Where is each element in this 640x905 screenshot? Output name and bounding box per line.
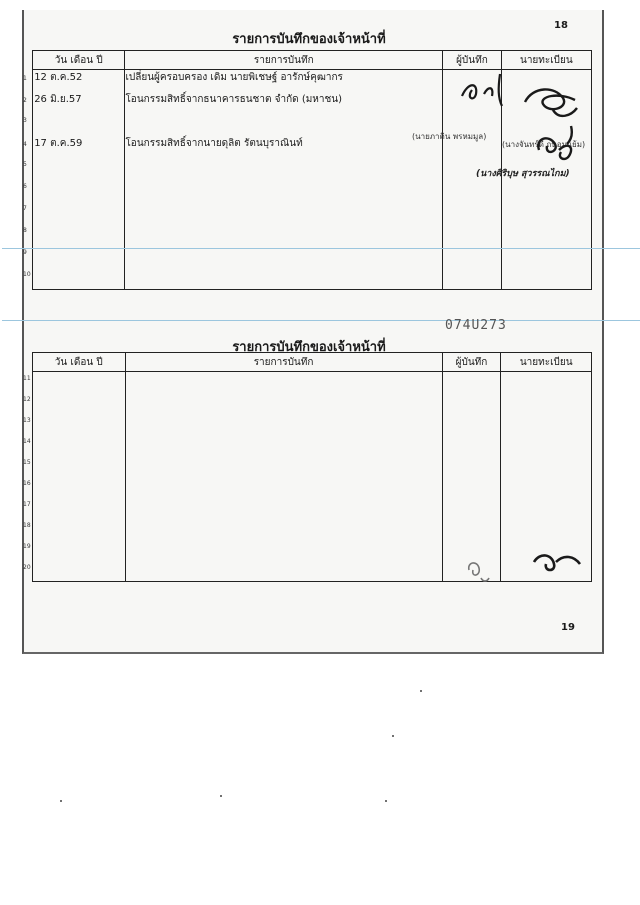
registrar-signature-1 (519, 80, 589, 125)
row-number: 10 (23, 270, 31, 278)
registrar-signature-3 (526, 542, 586, 582)
bottom-record-table (23, 352, 592, 582)
registrar-name-note-1: (นายภาคิน พรหมมูล) (412, 132, 487, 141)
table-row (33, 435, 592, 456)
row-number: 4 (23, 140, 27, 148)
header-recorder: ผู้บันทึก (442, 353, 501, 372)
table-row (33, 268, 592, 290)
speck (60, 800, 62, 802)
top-table-header (33, 51, 592, 70)
row-date: 12 ต.ค.52 (34, 72, 83, 83)
recorder-signature-2 (459, 550, 499, 590)
header-registrar: นายทะเบียน (501, 353, 592, 372)
table-row (33, 456, 592, 477)
row-number: 20 (23, 563, 31, 571)
row-number: 5 (23, 160, 27, 168)
row-number: 7 (23, 204, 27, 212)
row-date: 26 มิ.ย.57 (34, 93, 82, 105)
speck (385, 800, 387, 802)
bottom-page-number: 19 (561, 622, 575, 633)
registrar-name-note-2: (นางจันทร์ดี ถนอมแย้ม) (502, 140, 586, 149)
row-number: 6 (23, 182, 27, 190)
header-date: วัน เดือน ปี (33, 353, 126, 372)
scan-line (2, 320, 640, 321)
header-recorder: ผู้บันทึก (443, 51, 502, 70)
registrar-name-note-3: (นางศิริบุษ สุวรรณไกม) (476, 169, 570, 179)
table-row (33, 224, 592, 246)
row-entry (125, 114, 443, 136)
table-row (33, 414, 592, 435)
row-number: 8 (23, 226, 27, 234)
table-row (33, 561, 592, 582)
row-number: 12 (23, 395, 31, 403)
row-number: 17 (23, 500, 31, 508)
table-row (33, 372, 592, 393)
row-number: 3 (23, 116, 27, 124)
speck (220, 795, 222, 797)
header-entry: รายการบันทึก (125, 353, 442, 372)
row-number: 16 (23, 479, 31, 487)
top-sheet-title: รายการบันทึกของเจ้าหน้าที่ (232, 32, 386, 47)
header-registrar: นายทะเบียน (501, 51, 591, 70)
row-number: 9 (23, 248, 27, 256)
row-number: 15 (23, 458, 31, 466)
bottom-sheet-title: รายการบันทึกของเจ้าหน้าที่ (232, 340, 386, 355)
bottom-table-header (33, 353, 592, 372)
registrar-signature-2 (521, 120, 591, 170)
row-number: 13 (23, 416, 31, 424)
row-number: 1 (23, 75, 27, 82)
scanned-document (22, 10, 604, 654)
row-date: 17 ต.ค.59 (34, 137, 83, 149)
table-row (33, 498, 592, 519)
row-number: 11 (23, 375, 31, 382)
stamp-number: 074U273 (445, 318, 507, 333)
row-number: 18 (23, 521, 31, 529)
table-row (33, 477, 592, 498)
row-entry: โอนกรรมสิทธิ์จากนายดุลิต รัตนบุราณินท์ (125, 136, 443, 158)
table-row (33, 114, 592, 136)
recorder-signature-1 (454, 68, 524, 113)
speck (420, 690, 422, 692)
row-number: 2 (23, 96, 27, 104)
speck (392, 735, 394, 737)
row-number: 19 (23, 542, 31, 550)
top-page-number: 18 (554, 20, 568, 31)
header-date: วัน เดือน ปี (33, 51, 125, 70)
row-number: 14 (23, 437, 31, 445)
row-entry: โอนกรรมสิทธิ์จากธนาคารธนชาต จำกัด (มหาชน) (125, 92, 443, 114)
table-row (33, 519, 592, 540)
header-entry: รายการบันทึก (125, 51, 443, 70)
table-row (33, 540, 592, 561)
scan-line (2, 248, 640, 249)
table-row (33, 393, 592, 414)
table-row (33, 202, 592, 224)
row-entry: เปลี่ยนผู้ครอบครอง เดิม นายพิเชษฐ์ อารักษ์คุฒากร (125, 70, 443, 92)
table-row (33, 180, 592, 202)
